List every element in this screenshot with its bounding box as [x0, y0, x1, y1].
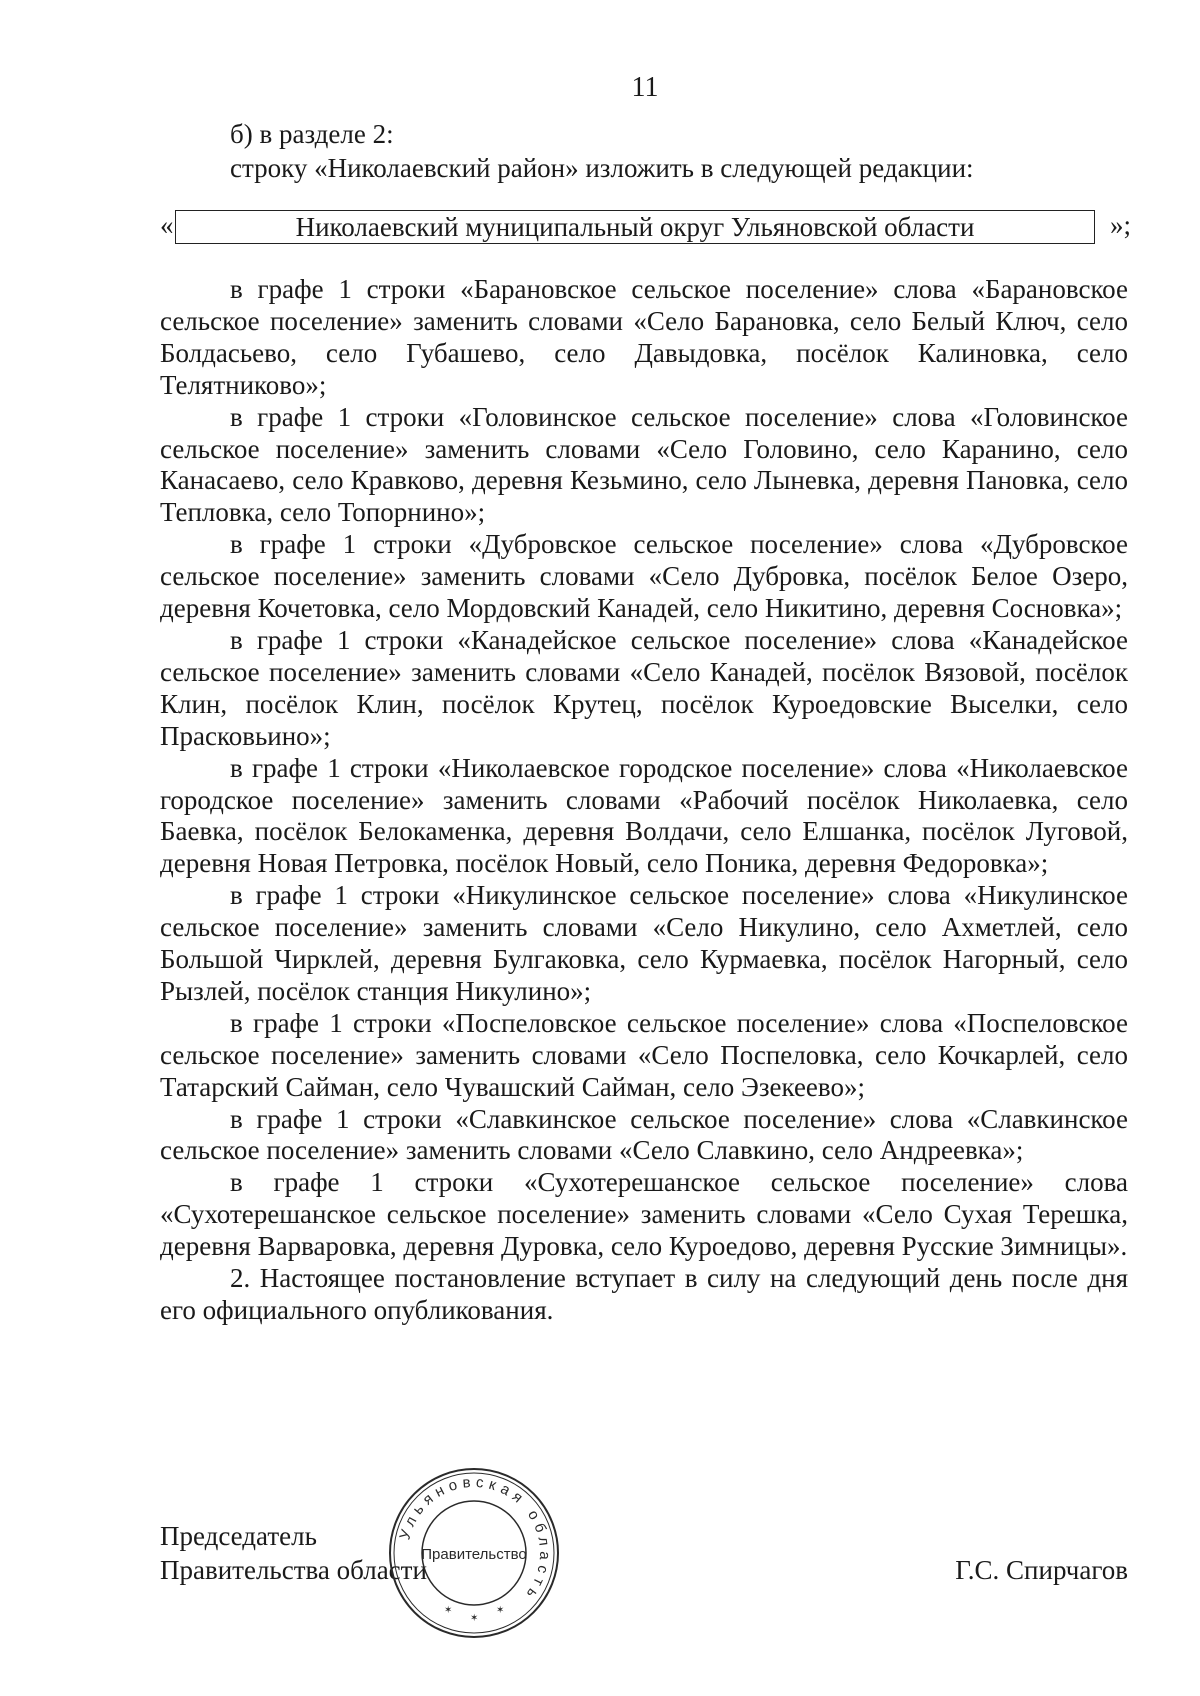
seal-star-left: ✶ — [444, 1605, 453, 1616]
paragraph-nikulinskoe: в графе 1 строки «Никулинское сельское поселение» слова «Никулинское сельское поселение» заменить словами «Село Никулино, село Ахметлей, село Большой Чирклей, деревня Булгаковка, село Курмаевка, посёлок Нагорный, село Рызлей, посёлок станция Никулино»; — [160, 880, 1128, 1006]
paragraph-pospelovskoe: в графе 1 строки «Поспеловское сельское поселение» слова «Поспеловское сельское поселение» заменить словами «Село Поспеловка, село Кочкарлей, село Татарский Сайман, село Чувашский Сайман, село Эзекеево»; — [160, 1007, 1128, 1102]
document-body — [160, 274, 1128, 1327]
seal-ring-text: Ульяновская область — [396, 1473, 554, 1606]
signatory-title-line1: Председатель — [160, 1521, 317, 1551]
intro-block — [230, 117, 974, 185]
paragraph-effective-date: 2. Настоящее постановление вступает в силу на следующий день после дня его официального опубликования. — [160, 1263, 1128, 1325]
signature-block — [160, 1519, 1128, 1587]
paragraph-baranovskoe: в графе 1 строки «Барановское сельское поселение» слова «Барановское сельское поселение» заменить словами «Село Барановка, село Белый Ключ, село Болдасьево, село Губашево, село Давыдовка, посёлок Калиновка, село Телятниково»; — [160, 274, 1128, 400]
paragraph-kanadeyskoe: в графе 1 строки «Канадейское сельское поселение» слова «Канадейское сельское поселение» заменить словами «Село Канадей, посёлок Вязовой, посёлок Клин, посёлок Клин, посёлок Крутец, посёлок Куроедовские Выселки, село Прасковьино»; — [160, 624, 1128, 751]
seal-center-text: Правительство — [421, 1546, 527, 1563]
paragraph-sukhoteresh: в графе 1 строки «Сухотерешанское сельское поселение» слова «Сухотерешанское сельское поселение» заменить словами «Село Сухая Терешка, деревня Варваровка, деревня Дуровка, село Куроедово, деревня Русские Зимницы». — [160, 1167, 1128, 1262]
close-quote: »; — [1110, 210, 1132, 240]
intro-line-section: б) в разделе 2: — [230, 119, 394, 149]
paragraph-slavkinskoe: в графе 1 строки «Славкинское сельское поселение» слова «Славкинское сельское поселение» заменить словами «Село Славкино, село Андреевка»; — [160, 1103, 1128, 1166]
intro-line-instruction: строку «Николаевский район» изложить в следующей редакции: — [230, 153, 974, 183]
paragraph-nikolaevskoe: в графе 1 строки «Николаевское городское поселение» слова «Николаевское городское поселение» заменить словами «Рабочий посёлок Николаевка, село Баевка, посёлок Белокаменка, деревня Волдачи, село Елшанка, посёлок Луговой, деревня Новая Петровка, посёлок Новый, село Поника, деревня Федоровка»; — [160, 752, 1128, 879]
seal-star-center: ✶ — [470, 1613, 479, 1624]
signatory-name: Г.С. Спирчагов — [955, 1555, 1128, 1585]
official-seal — [384, 1463, 564, 1643]
open-quote: « — [160, 210, 174, 240]
replacement-row-cell: Николаевский муниципальный округ Ульяновской области — [175, 210, 1095, 244]
seal-star-right: ✶ — [496, 1605, 505, 1616]
page-number: 11 — [631, 72, 659, 103]
paragraph-golovinskoe: в графе 1 строки «Головинское сельское поселение» слова «Головинское сельское поселение» заменить словами «Село Головино, село Каранино, село Канасаево, село Кравково, деревня Кезьмино, село Лыневка, деревня Пановка, село Тепловка, село Топорнино»; — [160, 401, 1128, 528]
signatory-title-line2: Правительства области — [160, 1555, 427, 1585]
paragraph-dubrovskoe: в графе 1 строки «Дубровское сельское поселение» слова «Дубровское сельское поселение» заменить словами «Село Дубровка, посёлок Белое Озеро, деревня Кочетовка, село Мордовский Канадей, село Никитино, деревня Сосновка»; — [160, 529, 1128, 624]
replacement-table-row — [160, 210, 1160, 246]
